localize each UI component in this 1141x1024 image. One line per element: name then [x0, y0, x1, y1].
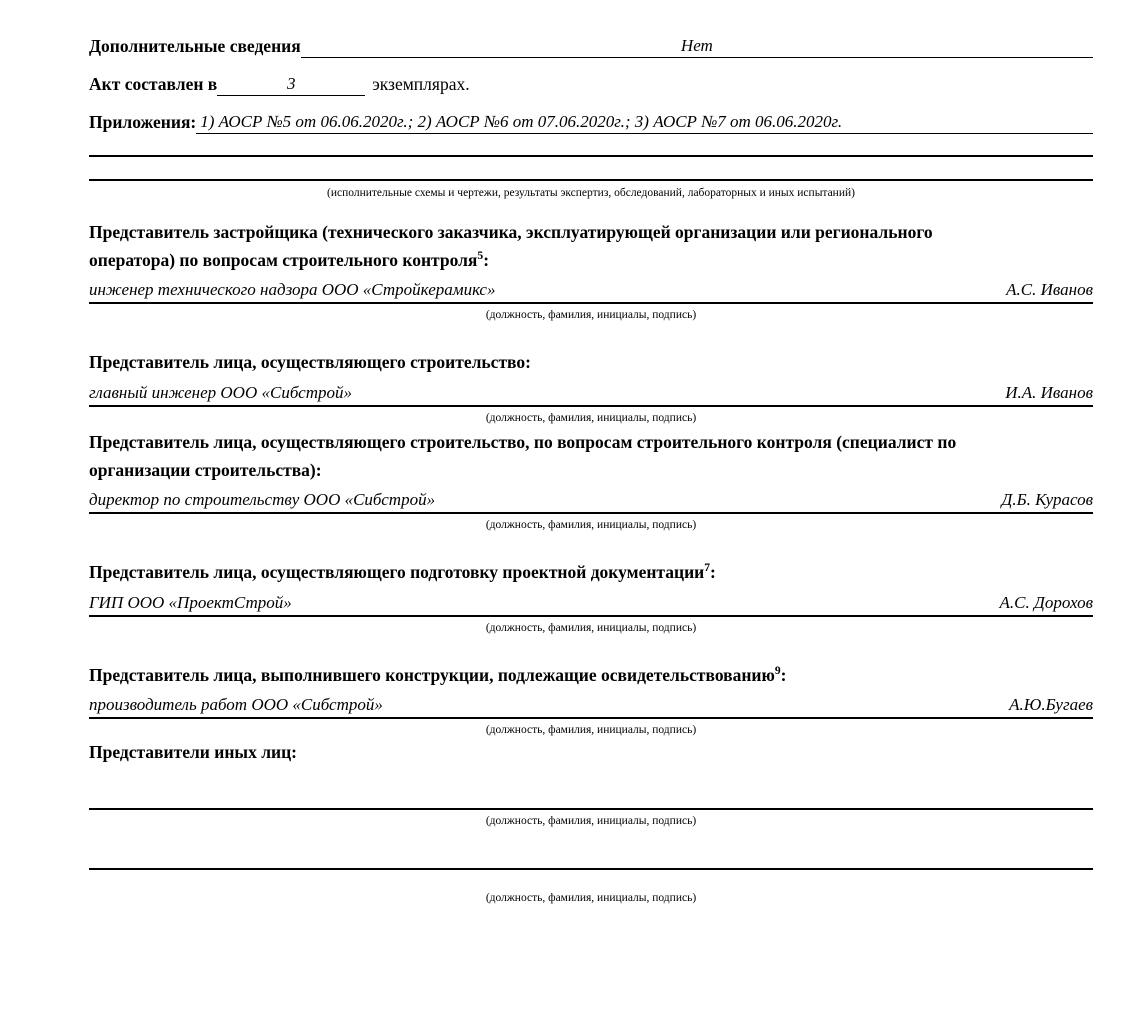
- footnote-marker-5: 5: [477, 250, 484, 263]
- signatory-2-position[interactable]: главный инженер ООО «Сибстрой»: [89, 382, 352, 402]
- spacer: [89, 634, 1093, 661]
- signatory-3-heading-line1: Представитель лица, осуществляющего строительство, по вопросам строительного контроля (специалист по: [89, 431, 957, 452]
- signatory-1-line[interactable]: [89, 280, 1093, 304]
- annexes-value[interactable]: 1) АОСР №5 от 06.06.2020г.; 2) АОСР №6 от 07.06.2020г.; 3) АОСР №7 от 06.06.2020г.: [196, 112, 1093, 134]
- copies-value[interactable]: 3: [217, 74, 365, 96]
- signatory-5-name[interactable]: А.Ю.Бугаев: [1009, 695, 1093, 715]
- signatory-1-heading-line2: оператора) по вопросам строительного контроля$^5$:: [89, 249, 490, 270]
- signatory-2-caption: (должность, фамилия, инициалы, подпись): [485, 411, 697, 424]
- additional-info-row: [89, 36, 1093, 58]
- footnote-marker-7: 7: [704, 562, 711, 575]
- signatory-2-heading-line1: Представитель лица, осуществляющего строительство:: [89, 352, 531, 373]
- other-person-1-caption: (должность, фамилия, инициалы, подпись): [485, 815, 697, 828]
- signatory-2-name[interactable]: И.А. Иванов: [1005, 382, 1093, 402]
- signatory-1-heading-line1: Представитель застройщика (технического заказчика, эксплуатирующей организации или регионального: [89, 221, 933, 242]
- spacer: [89, 531, 1093, 558]
- signatory-3-line[interactable]: [89, 490, 1093, 514]
- signatory-4-caption: (должность, фамилия, инициалы, подпись): [485, 621, 697, 634]
- annexes-row: [89, 112, 1093, 134]
- additional-info-label: Дополнительные сведения: [89, 36, 301, 56]
- annex-caption: (исполнительные схемы и чертежи, результаты экспертиз, обследований, лабораторных и иных испытаний): [327, 187, 855, 199]
- signatory-4-line[interactable]: [89, 593, 1093, 617]
- signatory-block-4: [89, 558, 1093, 633]
- footnote-marker-9: 9: [774, 664, 781, 677]
- signatory-block-3: [89, 428, 1093, 532]
- signatory-4-heading: [89, 558, 1093, 586]
- additional-info-value[interactable]: Нет: [301, 36, 1093, 58]
- signatory-2-line[interactable]: [89, 383, 1093, 407]
- copies-suffix: экземплярах.: [372, 74, 470, 94]
- signatory-1-position[interactable]: инженер технического надзора ООО «Стройкерамикс»: [89, 280, 496, 300]
- signatory-5-caption: (должность, фамилия, инициалы, подпись): [485, 724, 697, 737]
- signatory-5-heading: [89, 661, 1093, 689]
- spacer: [89, 200, 1093, 218]
- signatory-3-heading-line2: организации строительства):: [89, 460, 322, 481]
- signatory-1-name[interactable]: А.С. Иванов: [1006, 280, 1093, 300]
- signatory-3-position[interactable]: директор по строительству ООО «Сибстрой»: [89, 490, 436, 510]
- spacer: [89, 321, 1093, 348]
- annexes-label: Приложения:: [89, 112, 197, 132]
- signatory-1-heading: [89, 218, 1093, 275]
- signatory-2-heading: [89, 348, 1093, 376]
- signatory-4-position[interactable]: ГИП ООО «ПроектСтрой»: [89, 592, 292, 612]
- signatory-block-2: [89, 348, 1093, 423]
- signatory-5-line[interactable]: [89, 695, 1093, 719]
- signatory-block-5: [89, 661, 1093, 736]
- spacer: [89, 827, 1093, 868]
- signatory-1-caption: (должность, фамилия, инициалы, подпись): [485, 309, 697, 322]
- signatory-block-1: [89, 218, 1093, 322]
- other-persons-heading: Представители иных лиц:: [89, 742, 298, 763]
- spacer: [89, 766, 1093, 808]
- spacer: [89, 157, 1093, 179]
- spacer: [89, 134, 1093, 155]
- signatory-3-heading: [89, 428, 1093, 485]
- signatory-5-position[interactable]: производитель работ ООО «Сибстрой»: [89, 695, 383, 715]
- other-person-2-caption: (должность, фамилия, инициалы, подпись): [485, 892, 697, 905]
- document-body: [89, 0, 1093, 904]
- signatory-4-heading-line1: Представитель лица, осуществляющего подготовку проектной документации$^7$:: [89, 562, 716, 583]
- signatory-4-name[interactable]: А.С. Дорохов: [999, 592, 1093, 612]
- copies-label: Акт составлен в: [89, 74, 218, 94]
- signatory-3-name[interactable]: Д.Б. Курасов: [1001, 490, 1093, 510]
- signatory-5-heading-line1: Представитель лица, выполнившего конструкции, подлежащие освидетельствованию$^9$:: [89, 664, 787, 685]
- signatory-3-caption: (должность, фамилия, инициалы, подпись): [485, 519, 697, 532]
- copies-row: [89, 74, 1093, 96]
